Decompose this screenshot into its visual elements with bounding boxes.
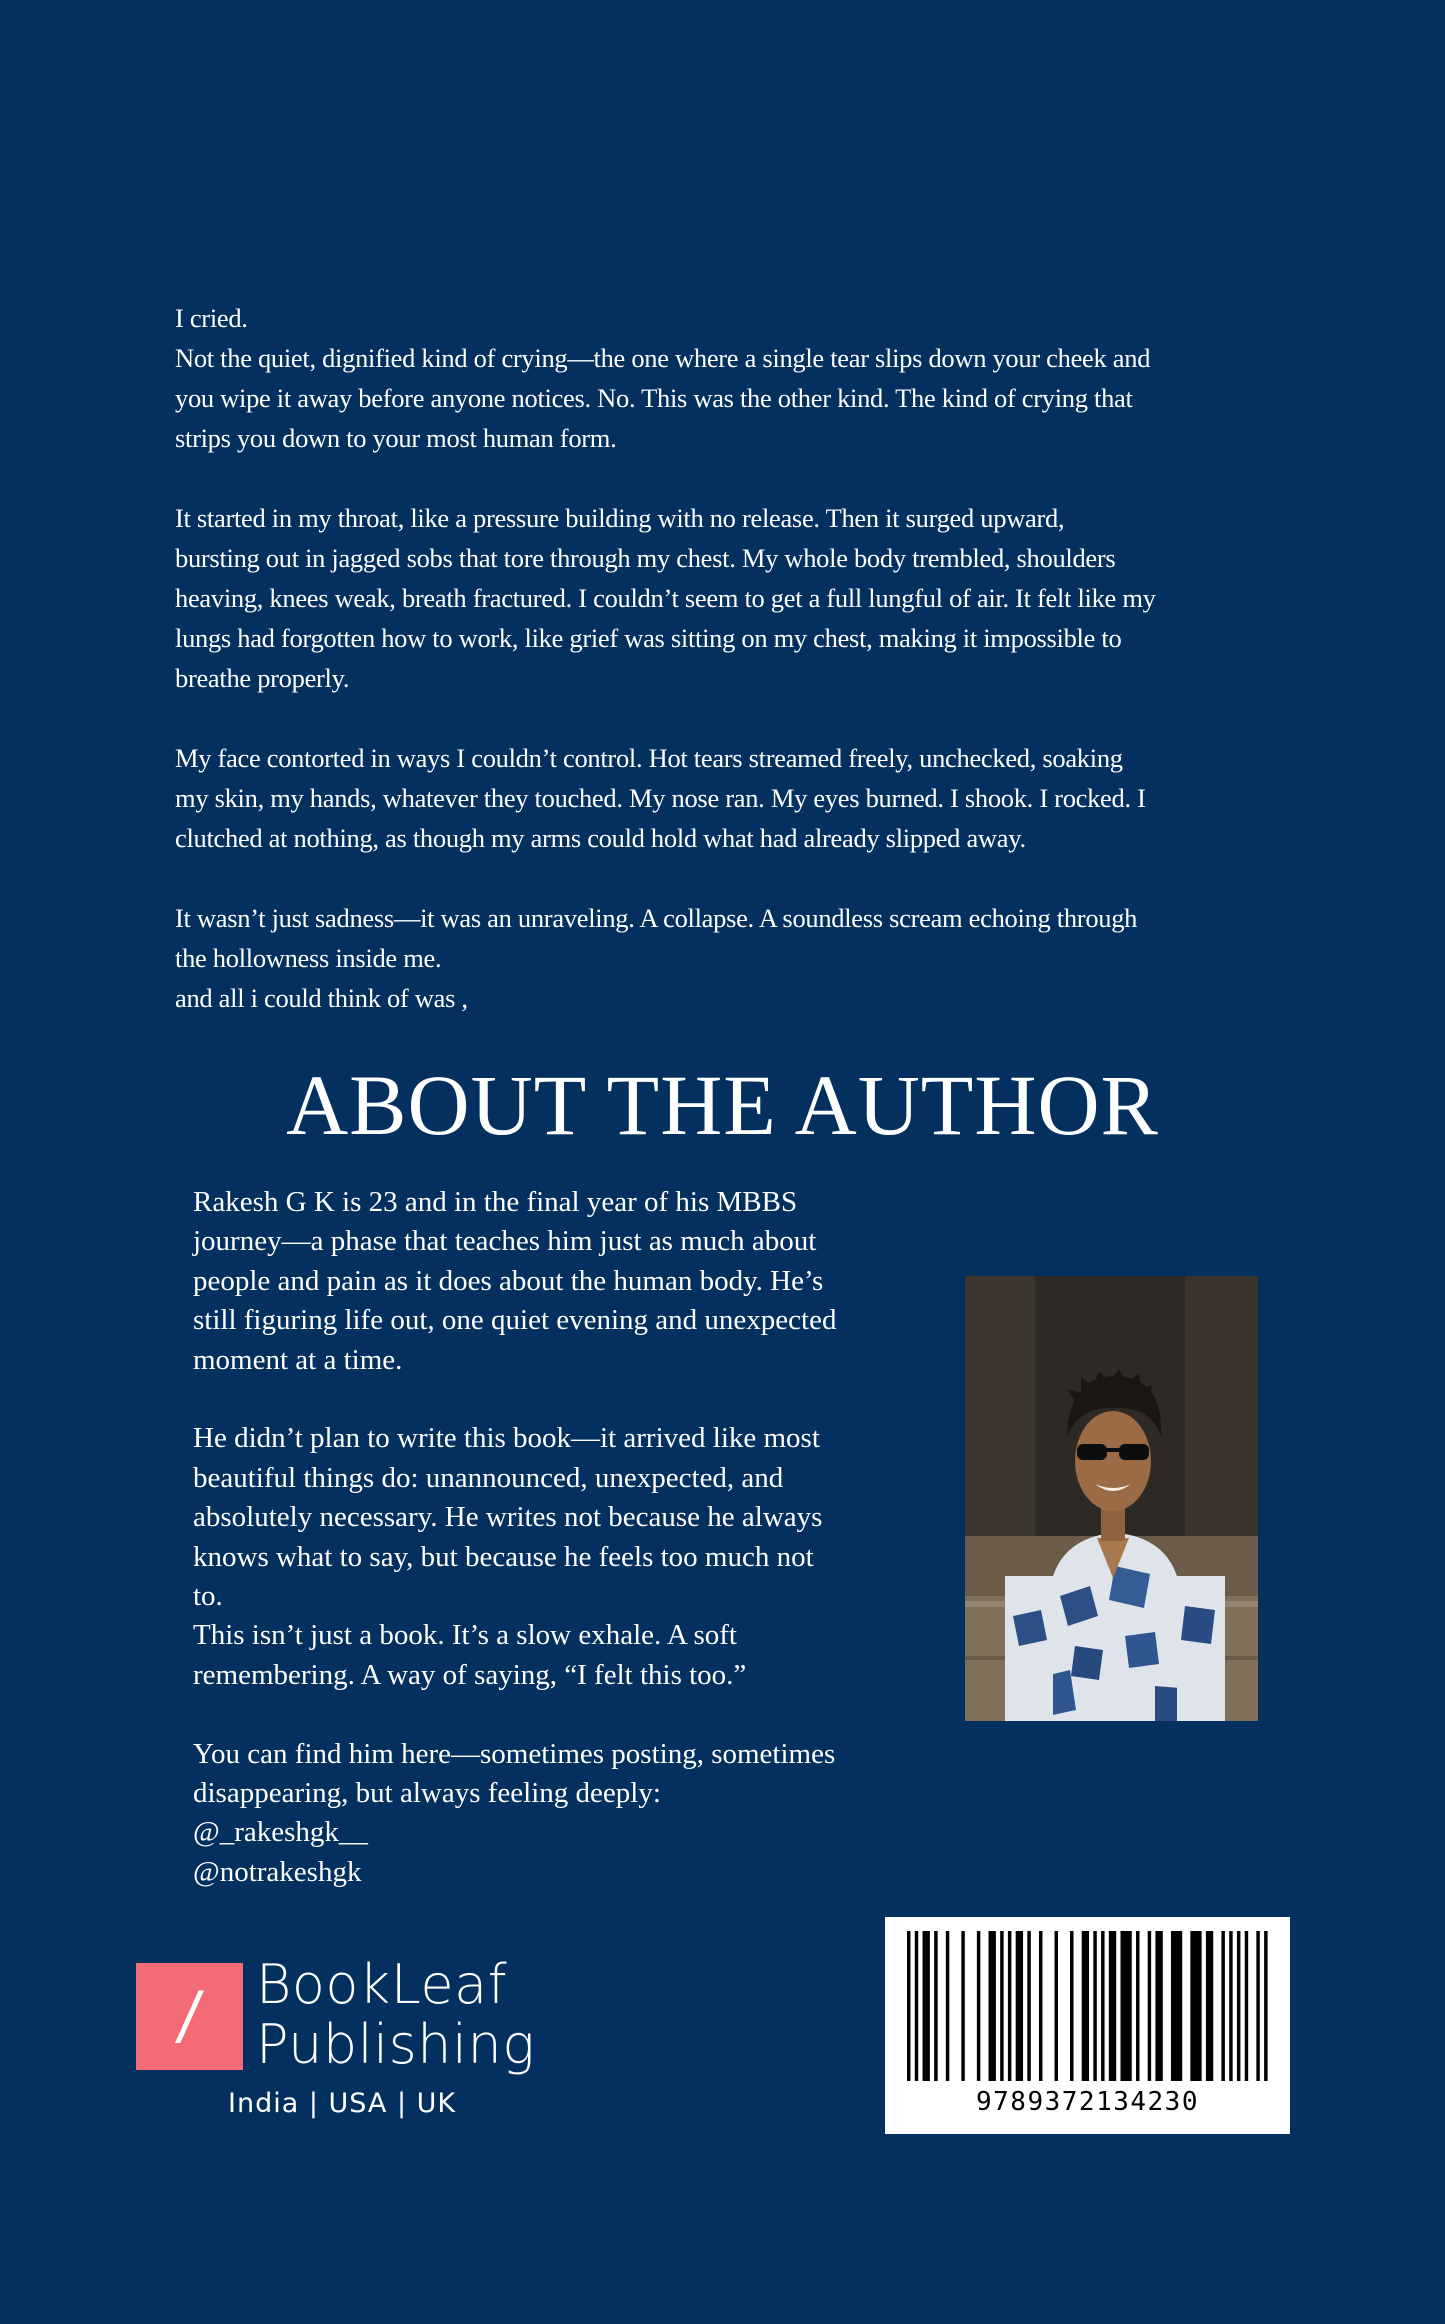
blurb-line: the hollowness inside me. xyxy=(175,943,442,973)
bio-line: This isn’t just a book. It’s a slow exhale. A soft xyxy=(193,1619,737,1652)
blurb-line: heaving, knees weak, breath fractured. I couldn’t seem to get a full lungful of air. It felt like my xyxy=(175,583,1156,613)
bio-line: disappearing, but always feeling deeply: xyxy=(193,1777,661,1810)
blurb-line: strips you down to your most human form. xyxy=(175,423,617,453)
blurb-paragraph xyxy=(175,298,1195,458)
barcode-bar xyxy=(1055,1931,1058,2081)
bio-line: absolutely necessary. He writes not because he always xyxy=(193,1501,823,1534)
barcode-bar xyxy=(923,1931,930,2081)
bio-line: You can find him here—sometimes posting, sometimes xyxy=(193,1737,836,1770)
barcode-bar xyxy=(1027,1931,1030,2081)
blurb-line: lungs had forgotten how to work, like grief was sitting on my chest, making it impossible to xyxy=(175,623,1122,653)
barcode-bar xyxy=(989,1931,996,2081)
bio-line: people and pain as it does about the human body. He’s xyxy=(193,1264,824,1297)
bio-line: Rakesh G K is 23 and in the final year of his MBBS xyxy=(193,1186,798,1218)
blurb-line: My face contorted in ways I couldn’t control. Hot tears streamed freely, unchecked, soaking xyxy=(175,743,1123,773)
barcode-bar xyxy=(1039,1931,1042,2081)
bio-line: He didn’t plan to write this book—it arrived like most xyxy=(193,1422,820,1455)
barcode-bar xyxy=(1101,1931,1104,2081)
bio-paragraph xyxy=(193,1735,913,1893)
blurb-paragraph xyxy=(175,898,1195,1018)
barcode-bar xyxy=(1000,1931,1003,2081)
barcode-bar xyxy=(1016,1931,1023,2081)
publisher-regions: India | USA | UK xyxy=(228,2088,457,2119)
barcode-bar xyxy=(1229,1931,1232,2081)
barcode-bar xyxy=(1082,1931,1089,2081)
bio-line: moment at a time. xyxy=(193,1343,403,1376)
publisher-mark-icon xyxy=(136,1963,243,2070)
barcode-bar xyxy=(1136,1931,1139,2081)
barcode-bar xyxy=(1155,1931,1162,2081)
barcode-bar xyxy=(1109,1931,1116,2081)
bio-paragraph xyxy=(193,1183,913,1380)
blurb-line: I cried. xyxy=(175,303,248,333)
bio-paragraph xyxy=(193,1419,913,1695)
barcode-bar xyxy=(1237,1931,1240,2081)
barcode-bar xyxy=(907,1931,910,2081)
barcode-bar xyxy=(961,1931,964,2081)
barcode-bar xyxy=(1070,1931,1073,2081)
barcode-bar xyxy=(1093,1931,1096,2081)
barcode-bar xyxy=(915,1931,918,2081)
bio-line: still figuring life out, one quiet evening and unexpected xyxy=(193,1304,837,1337)
blurb-line: bursting out in jagged sobs that tore through my chest. My whole body trembled, shoulders xyxy=(175,543,1116,573)
bookleaf-publishing-logo xyxy=(136,1953,556,2138)
blurb-paragraph xyxy=(175,738,1195,858)
barcode-bar xyxy=(934,1931,937,2081)
publisher-name-line2: Publishing xyxy=(256,2013,536,2076)
blurb-line: clutched at nothing, as though my arms could hold what had already slipped away. xyxy=(175,823,1026,853)
isbn-number: 9789372134230 xyxy=(976,2087,1199,2117)
barcode-bar xyxy=(946,1931,949,2081)
barcode-bar xyxy=(1206,1931,1213,2081)
bio-line: journey—a phase that teaches him just as much about xyxy=(193,1225,817,1258)
blurb-text xyxy=(175,298,1195,1018)
barcode-bar xyxy=(1171,1931,1182,2081)
blurb-line: my skin, my hands, whatever they touched. My nose ran. My eyes burned. I shook. I rocked. I xyxy=(175,783,1146,813)
barcode-bar xyxy=(977,1931,980,2081)
barcode-bar xyxy=(1256,1931,1259,2081)
about-author-heading: ABOUT THE AUTHOR xyxy=(286,1057,1159,1153)
author-photo xyxy=(965,1276,1258,1721)
blurb-paragraph xyxy=(175,498,1195,698)
publisher-name xyxy=(256,1955,535,2075)
isbn-barcode xyxy=(885,1917,1290,2134)
barcode-bar xyxy=(1148,1931,1151,2081)
publisher-mark-slash: / xyxy=(173,1979,206,2053)
blurb-line: It wasn’t just sadness—it was an unraveling. A collapse. A soundless scream echoing through xyxy=(175,903,1138,933)
instagram-handle: @_rakeshgk__ xyxy=(193,1816,368,1849)
instagram-handle: @notrakeshgk xyxy=(193,1855,362,1888)
blurb-line: It started in my throat, like a pressure building with no release. Then it surged upward, xyxy=(175,503,1065,533)
author-portrait-illustration xyxy=(965,1276,1258,1721)
author-bio xyxy=(193,1183,913,1932)
blurb-line: breathe properly. xyxy=(175,663,350,693)
barcode-bar xyxy=(1190,1931,1201,2081)
bio-line: to. xyxy=(193,1580,223,1613)
barcode-bar xyxy=(1221,1931,1224,2081)
bio-line: remembering. A way of saying, “I felt this too.” xyxy=(193,1658,747,1691)
publisher-name-line1: BookLeaf xyxy=(256,1953,508,2016)
blurb-line: you wipe it away before anyone notices. No. This was the other kind. The kind of crying that xyxy=(175,383,1133,413)
blurb-line: Not the quiet, dignified kind of crying—the one where a single tear slips down your cheek and xyxy=(175,343,1151,373)
blurb-line: and all i could think of was , xyxy=(175,983,468,1013)
barcode-bar xyxy=(1008,1931,1011,2081)
bio-line: beautiful things do: unannounced, unexpected, and xyxy=(193,1461,784,1494)
barcode-bar xyxy=(1120,1931,1131,2081)
barcode-bar xyxy=(1264,1931,1267,2081)
barcode-bar xyxy=(1245,1931,1248,2081)
bio-line: knows what to say, but because he feels too much not xyxy=(193,1540,814,1573)
